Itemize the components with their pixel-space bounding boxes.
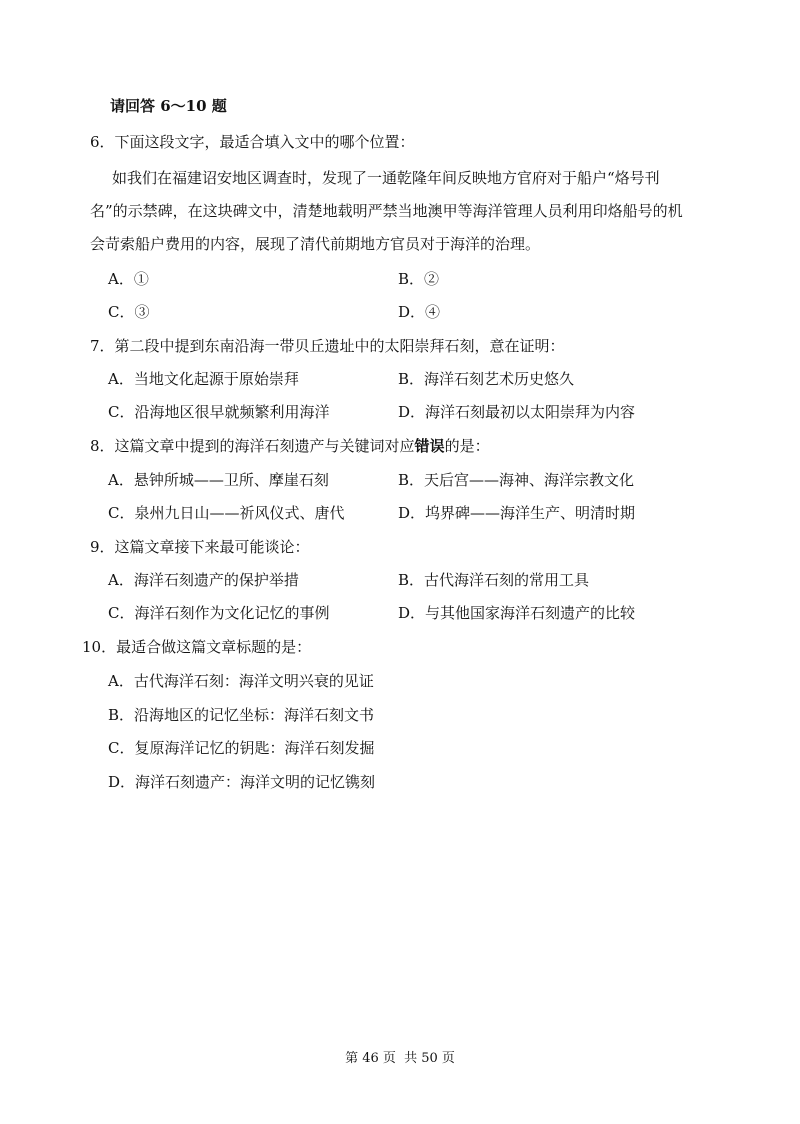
question-9-option-b[interactable]: B．古代海洋石刻的常用工具 [398, 571, 590, 589]
page-number: 第 46 页 [345, 1051, 396, 1066]
question-8-option-c[interactable]: C．泉州九日山——祈风仪式、唐代 [108, 504, 345, 522]
question-7-stem: 7．第二段中提到东南沿海一带贝丘遗址中的太阳崇拜石刻，意在证明： [90, 337, 565, 355]
question-6-option-c[interactable]: C．③ [108, 303, 150, 321]
question-7-option-c[interactable]: C．沿海地区很早就频繁利用海洋 [108, 403, 330, 421]
question-7-option-a[interactable]: A．当地文化起源于原始崇拜 [108, 370, 299, 388]
question-6-option-d[interactable]: D．④ [398, 303, 441, 321]
question-6-passage-line-1: 如我们在福建诏安地区调查时，发现了一通乾隆年间反映地方官府对于船户“烙号刊 [112, 169, 660, 187]
question-10-stem: 10．最适合做这篇文章标题的是： [82, 638, 312, 656]
question-10-option-d[interactable]: D．海洋石刻遗产：海洋文明的记忆镌刻 [108, 773, 376, 791]
question-8-stem [90, 436, 490, 456]
question-9-option-c[interactable]: C．海洋石刻作为文化记忆的事例 [108, 604, 330, 622]
question-10-option-c[interactable]: C．复原海洋记忆的钥匙：海洋石刻发掘 [108, 739, 375, 757]
question-6-stem: 6．下面这段文字，最适合填入文中的哪个位置： [90, 133, 415, 151]
question-6-passage-line-2: 名”的示禁碑，在这块碑文中，清楚地载明严禁当地澳甲等海洋管理人员利用印烙船号的机 [90, 202, 683, 220]
question-10-option-b[interactable]: B．沿海地区的记忆坐标：海洋石刻文书 [108, 706, 375, 724]
question-6-option-b[interactable]: B．② [398, 270, 440, 288]
page-total: 共 50 页 [404, 1051, 455, 1066]
question-8-stem-prefix: 8．这篇文章中提到的海洋石刻遗产与关键词对应 [90, 437, 415, 455]
section-header: 请回答 6～10 题 [110, 97, 227, 115]
question-8-option-d[interactable]: D．坞界碑——海洋生产、明清时期 [398, 504, 636, 522]
page-footer [0, 1050, 800, 1068]
question-8-stem-emphasis: 错误 [414, 437, 445, 455]
question-8-option-a[interactable]: A．悬钟所城——卫所、摩崖石刻 [108, 471, 329, 489]
question-8-stem-suffix: 的是： [444, 437, 490, 455]
question-9-stem: 9．这篇文章接下来最可能谈论： [90, 538, 310, 556]
question-7-option-b[interactable]: B．海洋石刻艺术历史悠久 [398, 370, 575, 388]
question-7-option-d[interactable]: D．海洋石刻最初以太阳崇拜为内容 [398, 403, 636, 421]
question-9-option-d[interactable]: D．与其他国家海洋石刻遗产的比较 [398, 604, 636, 622]
question-10-option-a[interactable]: A．古代海洋石刻：海洋文明兴衰的见证 [108, 672, 374, 690]
question-6-option-a[interactable]: A．① [108, 270, 149, 288]
question-8-option-b[interactable]: B．天后宫——海神、海洋宗教文化 [398, 471, 635, 489]
question-6-passage-line-3: 会苛索船户费用的内容，展现了清代前期地方官员对于海洋的治理。 [90, 235, 541, 253]
question-9-option-a[interactable]: A．海洋石刻遗产的保护举措 [108, 571, 299, 589]
